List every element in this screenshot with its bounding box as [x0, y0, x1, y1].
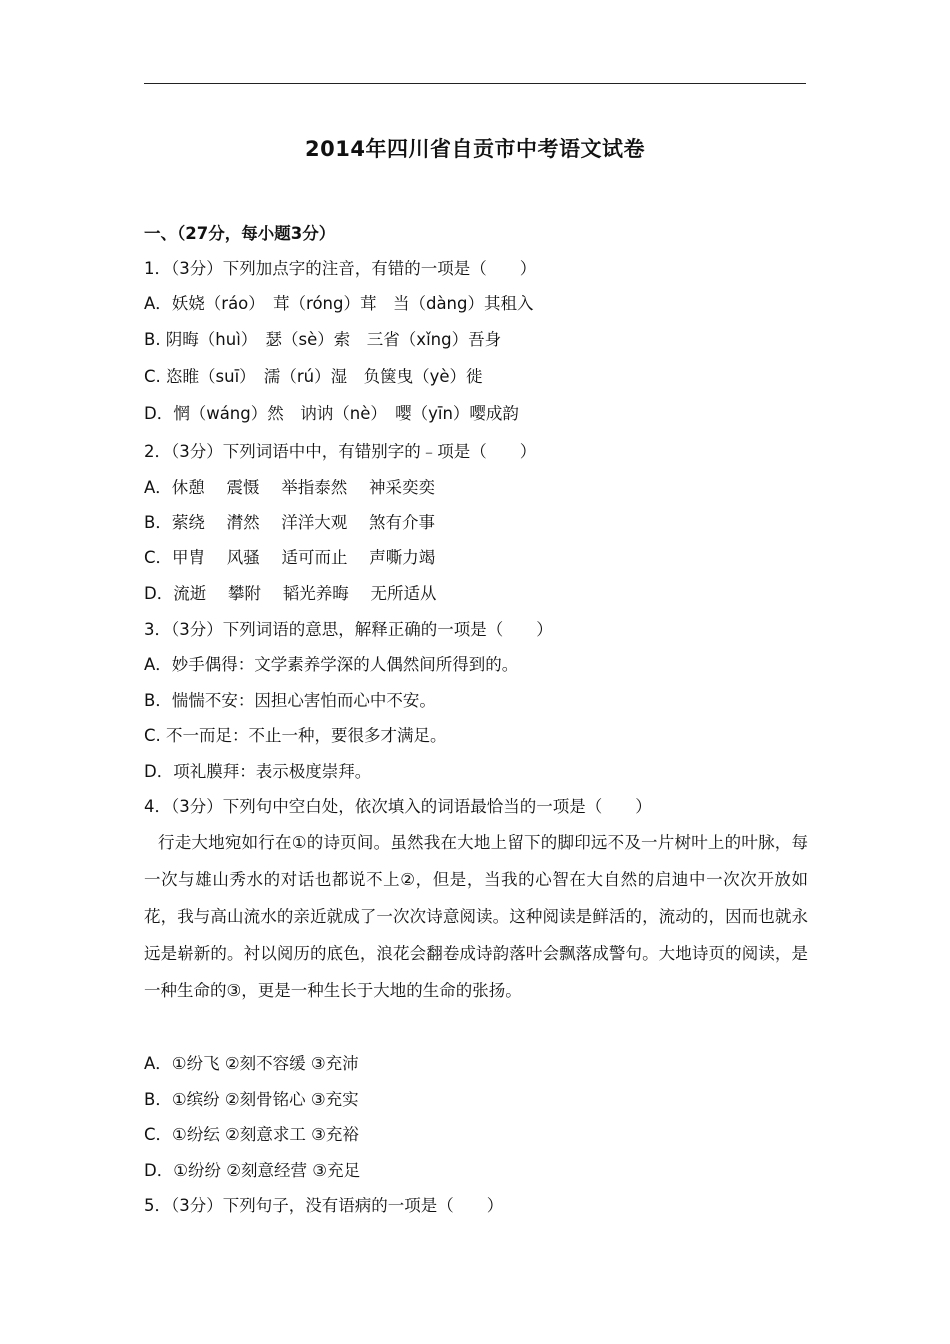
q1-option-a: A．妖娆（ráo） 茸（róng）茸 当（dàng）其租入 — [144, 294, 534, 313]
q3-option-a: A．妙手偶得：文学素养学深的人偶然间所得到的。 — [144, 655, 519, 674]
q3-stem: 3．（3分）下列词语的意思，解释正确的一项是（ ） — [144, 620, 553, 639]
q4-stem: 4．（3分）下列句中空白处，依次填入的词语最恰当的一项是（ ） — [144, 797, 652, 816]
q1-option-b: B. 阴晦（huì） 瑟（sè）索 三省（xǐng）吾身 — [144, 330, 502, 349]
q4-passage: 行走大地宛如行在①的诗页间。虽然我在大地上留下的脚印远不及一片树叶上的叶脉，每一次与雄山秀水的对话也都说不上②，但是，当我的心智在大自然的启迪中一次次开放如花，我与高山流水的亲近就成了一次次诗意阅读。这种阅读是鲜活的，流动的，因而也就永远是崭新的。衬以阅历的底色，浪花会翻卷成诗韵落叶会飘落成警句。大地诗页的阅读，是一种生命的③，更是一种生长于大地的生命的张扬。 — [144, 833, 808, 1000]
page-title: 2014年四川省自贡市中考语文试卷 — [305, 137, 645, 161]
q3-option-b: B．惴惴不安：因担心害怕而心中不安。 — [144, 691, 436, 710]
section-heading: 一、（27分，每小题3分） — [144, 224, 336, 243]
q2-option-b: B．萦绕 潸然 洋洋大观 煞有介事 — [144, 513, 436, 532]
q5-stem: 5．（3分）下列句子，没有语病的一项是（ ） — [144, 1196, 504, 1215]
q4-option-b: B．①缤纷 ②刻骨铭心 ③充实 — [144, 1090, 359, 1109]
q3-option-d: D．项礼膜拜：表示极度崇拜。 — [144, 762, 372, 781]
q3-option-c: C. 不一而足：不止一种，要很多才满足。 — [144, 726, 447, 745]
q4-option-d: D．①纷纷 ②刻意经营 ③充足 — [144, 1161, 361, 1180]
q2-option-d: D．流逝 攀附 韬光养晦 无所适从 — [144, 584, 437, 603]
q2-stem: 2．（3分）下列词语中中，有错别字的﹣项是（ ） — [144, 442, 537, 461]
q4-option-c: C．①纷纭 ②刻意求工 ③充裕 — [144, 1125, 359, 1144]
q1-stem: 1．（3分）下列加点字的注音，有错的一项是（ ） — [144, 259, 537, 278]
q4-option-a: A．①纷飞 ②刻不容缓 ③充沛 — [144, 1054, 359, 1073]
q1-option-d: D．惘（wáng）然 讷讷（nè） 嘤（yīn）嘤成韵 — [144, 404, 519, 423]
q1-option-c: C. 恣睢（suī） 濡（rú）湿 负箧曳（yè）徙 — [144, 367, 483, 386]
q2-option-a: A．休憩 震慑 举指泰然 神采奕奕 — [144, 478, 436, 497]
header-rule — [144, 83, 806, 84]
q2-option-c: C．甲胄 风骚 适可而止 声嘶力竭 — [144, 548, 436, 567]
